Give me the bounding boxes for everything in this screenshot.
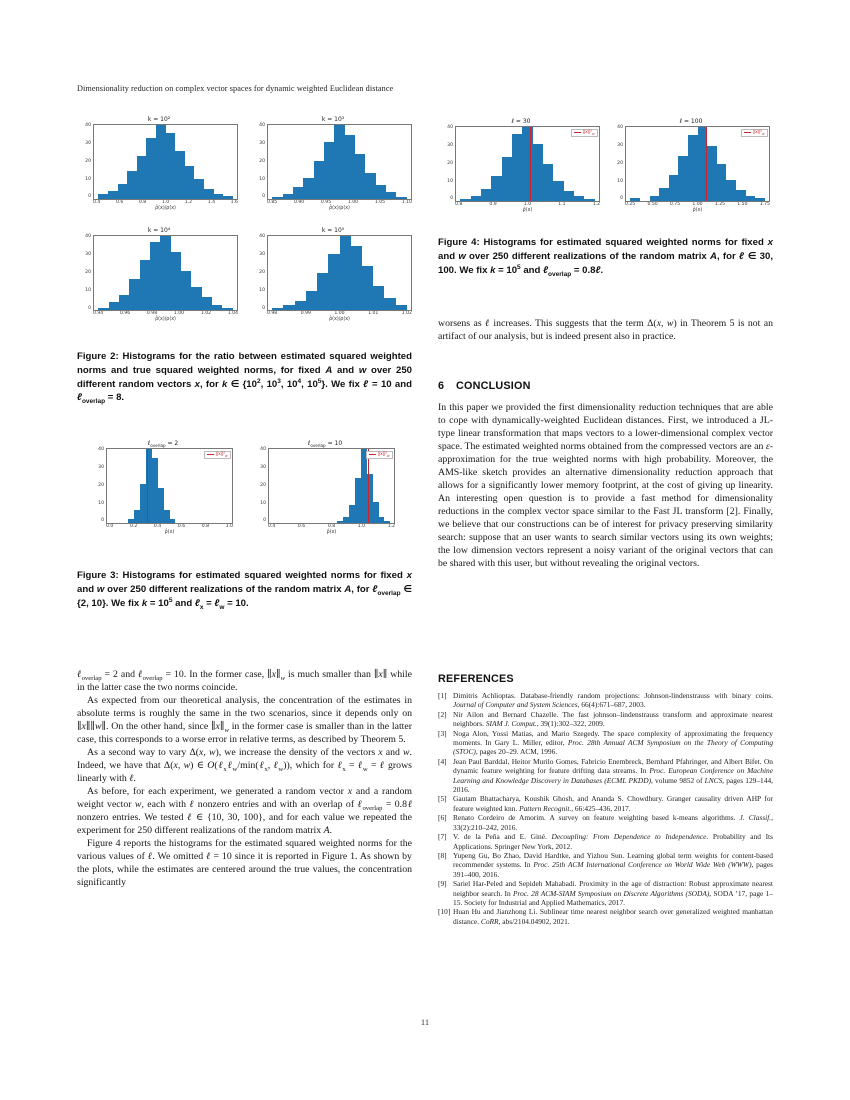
figure4-charts bbox=[442, 118, 770, 213]
reference-text: V. de la Peña and E. Giné. Decoupling: From Dependence to Independence. Probability and Its Applications. Springer New York, 2012. bbox=[453, 832, 773, 851]
y-tick: 40 bbox=[260, 447, 266, 452]
histogram-bar bbox=[146, 138, 156, 199]
histogram-bar bbox=[471, 196, 481, 201]
x-tick: 1.00 bbox=[334, 311, 345, 317]
x-tick: 0.96 bbox=[119, 311, 131, 317]
paragraph: ℓ$_{overlap}$ = 2 and ℓ$_{overlap}$ = 10. In the former case, $\parallel x\parallel_w$ is much smaller than ∥x∥ while in the latter case the two norms coincide. bbox=[77, 669, 412, 693]
reference-item bbox=[438, 691, 773, 710]
histogram-bar bbox=[191, 287, 201, 311]
reference-item bbox=[438, 794, 773, 813]
histogram-bars bbox=[630, 127, 764, 201]
x-axis-ticks bbox=[93, 201, 238, 206]
right-column-text bbox=[438, 317, 773, 343]
chart-body bbox=[442, 126, 600, 202]
y-tick: 10 bbox=[447, 178, 453, 184]
y-tick: 40 bbox=[85, 123, 91, 128]
histogram-bar bbox=[303, 178, 313, 199]
x-axis-label: ρ̂(x) bbox=[326, 529, 337, 535]
histogram-overlap-10 bbox=[255, 440, 395, 535]
histogram-bar bbox=[707, 146, 717, 202]
x-tick: 1.75 bbox=[759, 202, 770, 207]
x-tick: 1.0 bbox=[523, 202, 532, 207]
histogram-bar bbox=[283, 305, 294, 310]
reference-item bbox=[438, 879, 773, 907]
reference-label: [4] bbox=[438, 756, 447, 766]
histogram-bars bbox=[111, 449, 229, 523]
reference-label: [7] bbox=[438, 832, 447, 842]
paragraph: In this paper we provided the first dimensionality reduction techniques that are able to cope with dynamically-weighted Euclidean distances. First, we introduced a JL-type linear transformation that maps vectors to a lower-dimensional complex vector space. The estimated weighted norms obtained from the compressed vectors are an ε-approximation for the true weighted norms with high probability. Moreover, the AMS-like sketch provides an alternative dimensionality reduction approach that allows for a significantly lower memory footprint, at the cost of giving up linearity. An interesting open question is to provide a fast method for dimensionality reductions in the complex vector space similar to the Fast JL transform [2]. Finally, we believe that our constructions can be of interest for privacy preserving similarity search: suppose that an user wants to search similar vectors using its own weights; the low dimension vectors represent a noisy variant of the original vectors that can be shared with this user, but without revealing the original vectors. bbox=[438, 402, 773, 569]
reference-item bbox=[438, 729, 773, 757]
chart-body bbox=[254, 235, 412, 311]
histogram-bar bbox=[314, 161, 324, 199]
y-tick: 20 bbox=[85, 270, 91, 276]
histogram-bar bbox=[678, 156, 688, 201]
x-tick: 1.0 bbox=[225, 524, 233, 529]
y-axis-ticks bbox=[612, 126, 625, 202]
histogram-bars bbox=[273, 449, 391, 523]
x-tick: 1.00 bbox=[173, 311, 185, 317]
histogram-bar bbox=[355, 154, 365, 199]
y-tick: 40 bbox=[98, 447, 104, 452]
y-tick: 40 bbox=[447, 125, 453, 130]
y-tick: 20 bbox=[259, 158, 265, 164]
x-tick: 0.99 bbox=[300, 311, 311, 317]
reference-label: [2] bbox=[438, 709, 447, 719]
x-tick: 0.8 bbox=[138, 200, 147, 205]
y-tick: 40 bbox=[617, 125, 623, 130]
plot-area bbox=[455, 126, 600, 202]
histogram-bars bbox=[272, 236, 406, 310]
references-list bbox=[438, 691, 773, 926]
chart-title: ℓ$_{overlap}$ = 2 bbox=[147, 440, 179, 449]
y-tick: 40 bbox=[259, 123, 265, 128]
true-value-line bbox=[368, 449, 369, 523]
x-tick: 0.90 bbox=[293, 200, 305, 205]
reference-label: [10] bbox=[438, 907, 451, 917]
legend bbox=[571, 129, 598, 138]
plot-area bbox=[267, 124, 412, 200]
y-tick: 30 bbox=[85, 252, 91, 258]
y-tick: 10 bbox=[98, 500, 104, 506]
legend bbox=[204, 451, 231, 460]
y-tick: 0 bbox=[88, 305, 91, 311]
x-tick: 0.98 bbox=[267, 311, 278, 317]
x-tick: 1.6 bbox=[230, 200, 238, 205]
histogram-bar bbox=[717, 164, 727, 201]
histogram-bar bbox=[212, 305, 222, 310]
y-tick: 0 bbox=[101, 518, 104, 524]
histogram-bars bbox=[460, 127, 594, 201]
histogram-bars bbox=[98, 125, 232, 199]
x-axis-label: ρ̂(x) bbox=[522, 207, 533, 213]
y-tick: 10 bbox=[260, 500, 266, 506]
histogram-bar bbox=[373, 286, 384, 311]
histogram-k-1e4 bbox=[80, 227, 238, 322]
y-axis-ticks bbox=[254, 124, 267, 200]
x-tick: 1.0 bbox=[357, 524, 366, 529]
y-tick: 10 bbox=[259, 287, 265, 293]
histogram-bar bbox=[140, 260, 150, 310]
legend-line-glyph bbox=[207, 454, 214, 455]
x-tick: 1.10 bbox=[401, 200, 412, 205]
y-tick: 10 bbox=[617, 178, 623, 184]
histogram-bar bbox=[137, 156, 147, 199]
y-tick: 20 bbox=[98, 482, 104, 488]
y-axis-ticks bbox=[93, 448, 106, 524]
histogram-bar bbox=[351, 246, 362, 310]
x-axis-label: ρ̂(x)/ρ(x) bbox=[329, 205, 350, 211]
reference-label: [6] bbox=[438, 813, 447, 823]
y-tick: 30 bbox=[617, 142, 623, 148]
chart-body bbox=[80, 124, 238, 200]
histogram-bar bbox=[272, 308, 283, 310]
histogram-k-1e2 bbox=[80, 116, 238, 211]
histogram-bar bbox=[223, 196, 233, 199]
chart-title: ℓ = 100 bbox=[679, 118, 703, 125]
histogram-bar bbox=[160, 236, 170, 310]
histogram-bar bbox=[108, 191, 118, 199]
histogram-bar bbox=[688, 135, 698, 201]
histogram-bar bbox=[396, 197, 406, 199]
reference-text: Huan Hu and Jianzhong Li. Sublinear time nearest neighbor search over generalized weighted manhattan distance. CoRR, abs/2104.04902, 2021. bbox=[453, 907, 773, 926]
chart-body bbox=[612, 126, 770, 202]
y-tick: 0 bbox=[263, 518, 266, 524]
legend-line-glyph bbox=[744, 132, 751, 133]
y-axis-ticks bbox=[254, 235, 267, 311]
figure3-charts bbox=[93, 440, 395, 535]
histogram-bar bbox=[127, 171, 137, 199]
x-axis-ticks bbox=[268, 525, 395, 530]
x-tick: 1.01 bbox=[368, 311, 379, 317]
histogram-bar bbox=[726, 180, 736, 201]
histogram-bar bbox=[109, 302, 119, 310]
y-tick: 0 bbox=[262, 194, 265, 200]
x-tick: 1.04 bbox=[227, 311, 238, 317]
x-tick: 1.2 bbox=[184, 200, 193, 205]
legend-label: $\parallel x\parallel^2_w$ bbox=[377, 451, 390, 458]
reference-text: Sariel Har-Peled and Sepideh Mahabadi. Proximity in the age of distraction: Robust approximate nearest neighbor search. In Proc. 28 ACM-SIAM Symposium on Discrete Algorithms (SODA), SODA ’17, page 1–15. Society for Industrial and Applied Mathematics, 2017. bbox=[453, 879, 773, 907]
histogram-bar bbox=[214, 194, 224, 199]
histogram-bar bbox=[166, 133, 176, 199]
histogram-bar bbox=[306, 291, 317, 311]
reference-text: Dimitris Achlioptas. Database-friendly random projections: Johnson-lindenstrauss with binary coins. Journal of Computer and System Sciences, 66(4):671–687, 2003. bbox=[453, 691, 773, 710]
histogram-bar bbox=[334, 125, 344, 199]
histogram-bar bbox=[340, 236, 351, 310]
x-axis-label: ρ̂(x)/ρ(x) bbox=[155, 316, 176, 322]
true-value-line bbox=[706, 127, 707, 201]
chart-body bbox=[254, 124, 412, 200]
y-tick: 20 bbox=[85, 158, 91, 164]
plot-area bbox=[93, 235, 238, 311]
histogram-k-1e5 bbox=[254, 227, 412, 322]
histogram-bar bbox=[574, 196, 584, 201]
histogram-bar bbox=[119, 295, 129, 311]
x-axis-label: ρ̂(x) bbox=[692, 207, 703, 213]
histogram-bar bbox=[118, 184, 128, 199]
y-axis-ticks bbox=[442, 126, 455, 202]
x-tick: 0.75 bbox=[669, 202, 681, 207]
histogram-bar bbox=[202, 297, 212, 310]
x-axis-label: ρ̂(x)/ρ(x) bbox=[329, 316, 350, 322]
x-tick: 0.8 bbox=[455, 202, 463, 207]
x-tick: 0.6 bbox=[115, 200, 124, 205]
x-tick: 1.0 bbox=[161, 200, 170, 205]
histogram-bar bbox=[376, 185, 386, 199]
chart-body bbox=[93, 448, 233, 524]
reference-item bbox=[438, 813, 773, 832]
reference-label: [9] bbox=[438, 879, 447, 889]
page-number: 11 bbox=[420, 1017, 430, 1027]
histogram-bar bbox=[755, 198, 765, 201]
histogram-bar bbox=[362, 266, 373, 310]
x-tick: 1.1 bbox=[558, 202, 566, 207]
reference-text: Jean Paul Barddal, Heitor Murilo Gomes, Fabricio Enembreck, Bernhard Pfahringer, and Albert Bifet. On dynamic feature weighting for feature drifting data streams. In Proc. European Conference on Machine Learning and Knowledge Discovery in Databases (ECML PKDD), volume 9852 of LNCS, pages 129–144, 2016. bbox=[453, 756, 773, 795]
reference-item bbox=[438, 851, 773, 879]
histogram-overlap-2 bbox=[93, 440, 233, 535]
histogram-bar bbox=[98, 194, 108, 199]
y-tick: 10 bbox=[85, 176, 91, 182]
x-tick: 1.2 bbox=[387, 524, 395, 529]
x-tick: 0.98 bbox=[146, 311, 158, 317]
histogram-bar bbox=[324, 142, 334, 199]
plot-area bbox=[267, 235, 412, 311]
histogram-bar bbox=[746, 196, 756, 201]
paragraph: worsens as ℓ increases. This suggests that the term Δ(x, w) in Theorem 5 is not an artifact of our analysis, but is indeed present also in practice. bbox=[438, 318, 773, 342]
x-tick: 0.4 bbox=[153, 524, 162, 529]
legend-line-glyph bbox=[574, 132, 581, 133]
histogram-bar bbox=[384, 298, 395, 310]
histogram-bar bbox=[553, 181, 563, 201]
histogram-bar bbox=[150, 242, 160, 311]
chart-title: ℓ$_{overlap}$ = 10 bbox=[307, 440, 343, 449]
true-value-line bbox=[530, 127, 531, 201]
paragraph: As a second way to vary Δ(x, w), we increase the density of the vectors x and w. Indeed, we have that Δ(x, w) ∈ O(ℓ$_x$ℓ$_w$/min(ℓ$_x$, ℓ$_w$)), which for ℓ$_x$ = ℓ$_w$ = ℓ grows linearly with ℓ. bbox=[77, 747, 412, 784]
x-tick: 1.00 bbox=[347, 200, 359, 205]
section-number: 6 bbox=[438, 380, 445, 392]
x-tick: 0.8 bbox=[327, 524, 336, 529]
plot-area bbox=[625, 126, 770, 202]
figure3-caption: Figure 3: Histograms for estimated squared weighted norms for fixed x and w over 250 different realizations of the random matrix A, for ℓ$_{overlap}$ ∈ {2, 10}. We fix $k = 10^5$ and ℓ$_x$ = ℓ$_w$ = 10. bbox=[77, 570, 412, 611]
histogram-bar bbox=[736, 190, 746, 201]
x-tick: 1.00 bbox=[692, 202, 703, 207]
histogram-bar bbox=[175, 151, 185, 199]
conclusion-text bbox=[438, 401, 773, 570]
legend-label: $\parallel x\parallel^2_w$ bbox=[582, 129, 595, 136]
histogram-bar bbox=[345, 135, 355, 199]
figure2-charts bbox=[80, 116, 412, 323]
histogram-bar bbox=[669, 175, 679, 201]
x-axis-ticks bbox=[625, 203, 770, 208]
reference-text: Gautam Bhattacharya, Koushik Ghosh, and Ananda S. Chowdhury. Granger causality driven AHP for feature weighted knn. Pattern Recognit., 66:425–436, 2017. bbox=[453, 794, 773, 813]
plot-area bbox=[106, 448, 233, 524]
histogram-bar bbox=[533, 144, 543, 201]
chart-body bbox=[80, 235, 238, 311]
y-tick: 20 bbox=[260, 482, 266, 488]
paragraph: As expected from our theoretical analysis, the concentration of the estimates in absolute terms is roughly the same in the two scenarios, since it depends only on ∥x∥∥w∥. On the other hand, since $\parallel x\parallel_w$ in the former case is smaller than in the latter case, this corresponds to a worse error in relative terms, as described by Theorem 5. bbox=[77, 695, 413, 745]
histogram-bar bbox=[460, 199, 470, 201]
figure4-caption: Figure 4: Histograms for estimated squared weighted norms for fixed x and w over 250 different realizations of the random matrix A, for ℓ ∈ 30, 100. We fix $k = 10^5$ and ℓ$_{overlap}$ = 0.8ℓ. bbox=[438, 237, 773, 278]
x-tick: 0.8 bbox=[201, 524, 210, 529]
plot-area bbox=[93, 124, 238, 200]
histogram-bar bbox=[272, 197, 282, 199]
reference-label: [3] bbox=[438, 728, 447, 738]
x-axis-ticks bbox=[106, 525, 233, 530]
histogram-k-1e3 bbox=[254, 116, 412, 211]
histogram-bar bbox=[386, 192, 396, 199]
figure2-caption: Figure 2: Histograms for the ratio between estimated squared weighted norms and true squared weighted norms, for fixed A and w over 250 different random vectors x, for k ∈ {$10^2$, $10^3$, $10^4$, $10^5$}. We fix ℓ = 10 and ℓ$_{overlap}$ = 8. bbox=[77, 351, 413, 406]
histogram-bar bbox=[543, 164, 553, 201]
x-tick: 1.05 bbox=[374, 200, 386, 205]
reference-text: Renato Cordeiro de Amorim. A survey on feature weighting based k-means algorithms. J. Classif., 33(2):210–242, 2016. bbox=[453, 813, 773, 832]
histogram-bar bbox=[317, 273, 328, 310]
histogram-bar bbox=[98, 308, 108, 311]
x-tick: 1.25 bbox=[714, 202, 726, 207]
histogram-bar bbox=[185, 166, 195, 199]
histogram-bars bbox=[272, 125, 406, 199]
histogram-bar bbox=[396, 305, 407, 310]
x-tick: 0.85 bbox=[267, 200, 278, 205]
running-header: Dimensionality reduction on complex vector spaces for dynamic weighted Euclidean distance bbox=[77, 84, 394, 93]
y-tick: 30 bbox=[447, 142, 453, 148]
x-tick: 0.94 bbox=[93, 311, 104, 317]
section-title: CONCLUSION bbox=[456, 380, 531, 392]
histogram-bar bbox=[659, 188, 669, 201]
histogram-bar bbox=[512, 134, 522, 201]
x-tick: 0.4 bbox=[268, 524, 276, 529]
histogram-bar bbox=[481, 189, 491, 201]
x-tick: 1.4 bbox=[207, 200, 215, 205]
legend-line-glyph bbox=[369, 454, 376, 455]
legend bbox=[741, 129, 768, 138]
legend-label: $\parallel x\parallel^2_w$ bbox=[215, 451, 228, 458]
x-axis-label: ρ̂(x)/ρ(x) bbox=[155, 205, 176, 211]
reference-label: [8] bbox=[438, 850, 447, 860]
reference-label: [1] bbox=[438, 691, 447, 700]
y-axis-ticks bbox=[80, 235, 93, 311]
reference-item bbox=[438, 832, 773, 851]
chart-title: k = 10² bbox=[147, 116, 171, 123]
y-tick: 0 bbox=[88, 194, 91, 200]
y-tick: 10 bbox=[259, 176, 265, 182]
x-axis-ticks bbox=[267, 201, 412, 206]
histogram-bar bbox=[171, 252, 181, 310]
y-tick: 40 bbox=[85, 234, 91, 240]
histogram-bar bbox=[328, 254, 339, 311]
references-heading: REFERENCES bbox=[438, 673, 514, 685]
x-tick: 0.6 bbox=[177, 524, 186, 529]
plot-area bbox=[268, 448, 395, 524]
y-tick: 30 bbox=[85, 140, 91, 146]
x-tick: 1.02 bbox=[401, 311, 412, 317]
x-tick: 0.50 bbox=[647, 202, 658, 207]
x-tick: 0.0 bbox=[106, 524, 114, 529]
histogram-bar bbox=[129, 279, 139, 311]
histogram-l-100 bbox=[612, 118, 770, 213]
y-tick: 20 bbox=[617, 160, 623, 166]
x-tick: 1.02 bbox=[200, 311, 212, 317]
y-tick: 40 bbox=[259, 234, 265, 240]
y-tick: 30 bbox=[260, 464, 266, 470]
histogram-bar bbox=[365, 173, 375, 199]
y-tick: 10 bbox=[85, 287, 91, 293]
paragraph: As before, for each experiment, we generated a random vector x and a random weight vector w, each with ℓ nonzero entries and with an overlap of ℓ$_{overlap}$ = 0.8ℓ nonzero entries. We tested ℓ ∈ {10, 30, 100}, and for each value we repeated the experiment for 250 different realizations of the random matrix A. bbox=[77, 786, 412, 836]
x-tick: 0.25 bbox=[625, 202, 636, 207]
x-tick: 1.50 bbox=[737, 202, 748, 207]
histogram-l-30 bbox=[442, 118, 600, 213]
left-column-text bbox=[77, 668, 412, 889]
y-tick: 30 bbox=[259, 140, 265, 146]
histogram-bar bbox=[650, 196, 660, 201]
legend-label: $\parallel x\parallel^2_w$ bbox=[752, 129, 765, 136]
x-tick: 0.6 bbox=[297, 524, 306, 529]
legend bbox=[366, 451, 393, 460]
histogram-bar bbox=[181, 271, 191, 311]
reference-item bbox=[438, 757, 773, 795]
histogram-bar bbox=[491, 176, 501, 201]
section-heading-conclusion bbox=[438, 380, 531, 392]
histogram-bar bbox=[584, 199, 594, 201]
chart-body bbox=[255, 448, 395, 524]
reference-item bbox=[438, 907, 773, 926]
histogram-bar bbox=[283, 194, 293, 199]
y-tick: 0 bbox=[450, 196, 453, 202]
y-axis-ticks bbox=[255, 448, 268, 524]
y-axis-ticks bbox=[80, 124, 93, 200]
x-axis-label: ρ̂(x) bbox=[164, 529, 175, 535]
histogram-bar bbox=[204, 189, 214, 199]
y-tick: 0 bbox=[262, 305, 265, 311]
x-axis-ticks bbox=[455, 203, 600, 208]
histogram-bar bbox=[222, 308, 232, 311]
y-tick: 30 bbox=[98, 464, 104, 470]
histogram-bar bbox=[630, 198, 640, 201]
histogram-bar bbox=[502, 157, 512, 201]
reference-item bbox=[438, 710, 773, 729]
histogram-bars bbox=[98, 236, 232, 310]
paragraph: Figure 4 reports the histograms for the estimated squared weighted norms for the various values of ℓ. We omitted ℓ = 10 since it is reported in Figure 1. As shown by the plots, while the estimates are centered around the true values, the concentration significantly bbox=[77, 838, 412, 888]
x-tick: 0.95 bbox=[320, 200, 332, 205]
y-tick: 0 bbox=[620, 196, 623, 202]
histogram-bar bbox=[293, 187, 303, 199]
reference-text: Yupeng Gu, Bo Zhao, David Hardtke, and Yizhou Sun. Learning global term weights for content-based recommender systems. In Proc. 25th ACM International Conference on World Wide Web (WWW), pages 391–400, 2016. bbox=[453, 850, 773, 879]
chart-title: k = 10⁵ bbox=[321, 227, 345, 235]
histogram-bar bbox=[156, 125, 166, 199]
y-tick: 30 bbox=[259, 252, 265, 258]
y-tick: 20 bbox=[259, 270, 265, 276]
true-value-line bbox=[147, 449, 148, 523]
x-tick: 1.2 bbox=[592, 202, 600, 207]
reference-text: Nir Ailon and Bernard Chazelle. The fast johnson–lindenstrauss transform and approximate nearest neighbors. SIAM J. Comput., 39(1):302–322, 2009. bbox=[453, 709, 773, 729]
x-tick: 0.9 bbox=[489, 202, 497, 207]
chart-title: ℓ = 30 bbox=[511, 118, 531, 125]
chart-title: k = 10⁴ bbox=[147, 227, 171, 235]
x-tick: 0.4 bbox=[93, 200, 101, 205]
chart-title: k = 10³ bbox=[321, 116, 345, 123]
reference-label: [5] bbox=[438, 794, 447, 804]
histogram-bar bbox=[295, 301, 306, 311]
histogram-bar bbox=[170, 519, 176, 523]
x-tick: 0.2 bbox=[129, 524, 138, 529]
histogram-bar bbox=[384, 521, 390, 523]
reference-text: Noga Alon, Yossi Matias, and Mario Szegedy. The space complexity of approximating the frequency moments. In Gary L. Miller, editor, Proc. 28th Annual ACM Symposium on the Theory of Computing (STOC), pages 20–29. ACM, 1996. bbox=[453, 728, 774, 757]
y-tick: 20 bbox=[447, 160, 453, 166]
histogram-bar bbox=[194, 179, 204, 199]
histogram-bar bbox=[564, 191, 574, 201]
